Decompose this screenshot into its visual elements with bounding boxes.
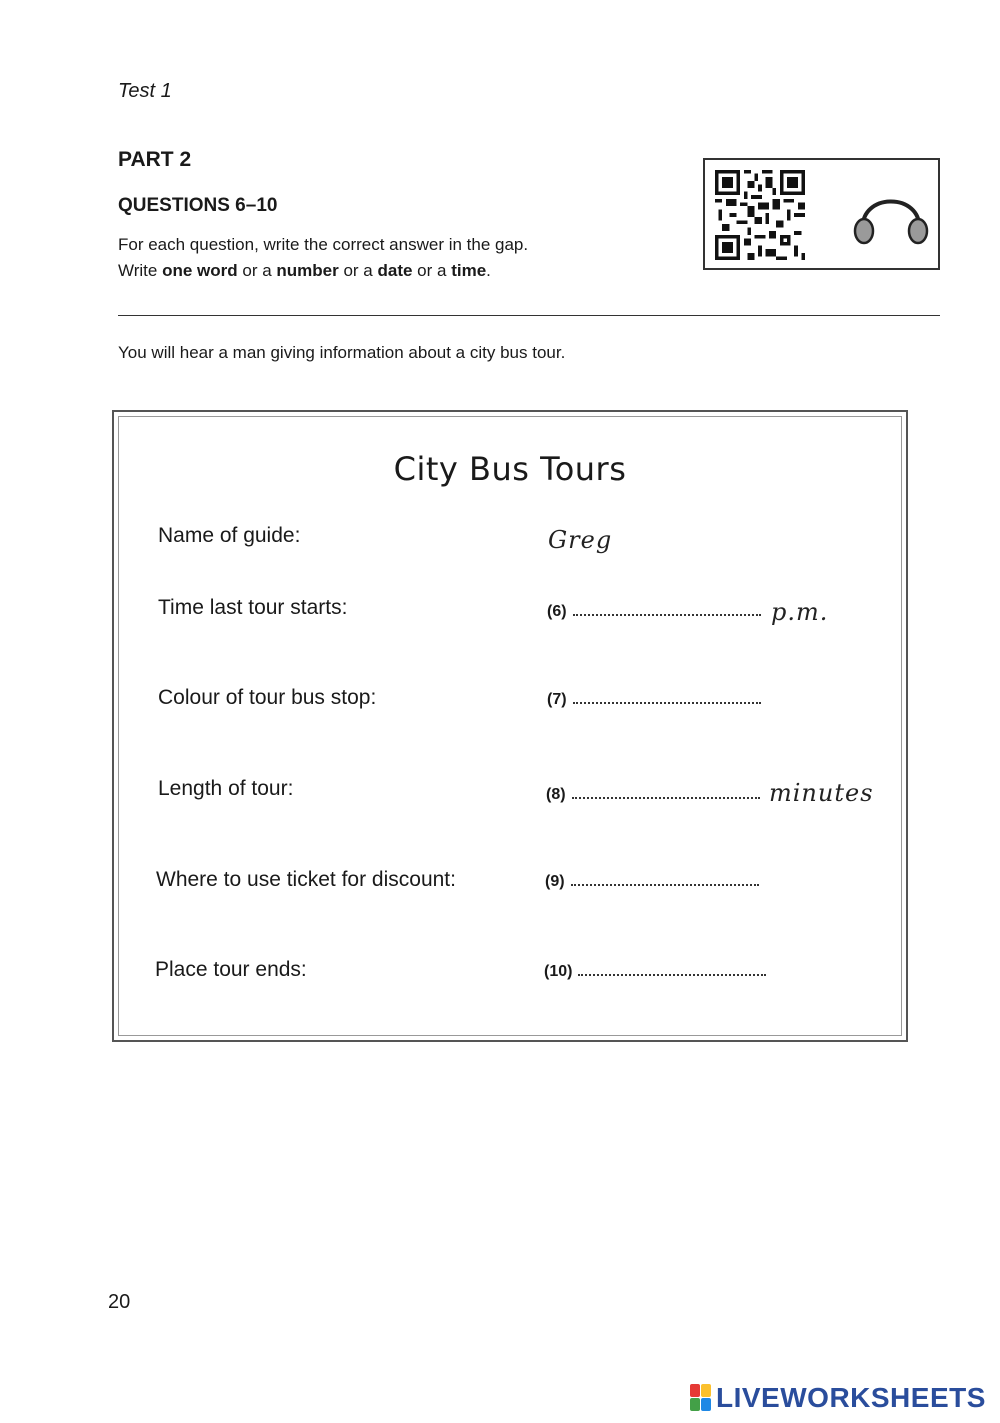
- gap-number: (9): [545, 873, 565, 890]
- answer-gap-7[interactable]: [547, 691, 761, 709]
- answer-blank[interactable]: [573, 692, 761, 704]
- row-label-ends: Place tour ends:: [155, 958, 307, 981]
- gap-number: (10): [544, 963, 573, 980]
- instruction-line-2: Write one word or a number or a date or a time.: [118, 261, 491, 280]
- part-title: PART 2: [118, 148, 192, 171]
- answer-blank[interactable]: [573, 604, 761, 616]
- row-label-time: Time last tour starts:: [158, 596, 348, 619]
- divider: [118, 315, 940, 316]
- example-answer: Greg: [548, 526, 613, 554]
- audio-box: [703, 158, 940, 270]
- gap-number: (8): [546, 786, 566, 803]
- gap-number: (7): [547, 691, 567, 708]
- liveworksheets-logo: [690, 1381, 986, 1415]
- answer-gap-8[interactable]: [546, 786, 760, 804]
- answer-blank[interactable]: [578, 964, 766, 976]
- headphones-icon[interactable]: [849, 178, 933, 254]
- row-label-guide: Name of guide:: [158, 524, 301, 547]
- logo-text: LIVEWORKSHEETS: [716, 1382, 986, 1413]
- gap-suffix: p.m.: [771, 598, 829, 626]
- row-label-length: Length of tour:: [158, 777, 294, 800]
- answer-blank[interactable]: [571, 874, 759, 886]
- form-title: City Bus Tours: [393, 450, 627, 488]
- form-box: [112, 410, 908, 1042]
- instruction-line-1: For each question, write the correct answer in the gap.: [118, 235, 529, 254]
- answer-gap-6[interactable]: [547, 603, 761, 621]
- answer-gap-9[interactable]: [545, 873, 759, 891]
- answer-blank[interactable]: [572, 787, 760, 799]
- row-label-colour: Colour of tour bus stop:: [158, 686, 377, 709]
- row-label-discount: Where to use ticket for discount:: [156, 868, 456, 891]
- gap-suffix: minutes: [769, 779, 874, 807]
- intro-text: You will hear a man giving information about a city bus tour.: [118, 343, 566, 362]
- qr-code-icon[interactable]: [715, 170, 805, 260]
- test-label: Test 1: [118, 80, 172, 102]
- page-number: 20: [108, 1291, 131, 1313]
- gap-number: (6): [547, 603, 567, 620]
- questions-range: QUESTIONS 6–10: [118, 195, 278, 216]
- form-box-inner-border: [118, 416, 902, 1036]
- answer-gap-10[interactable]: [544, 963, 766, 981]
- logo-blocks-icon: [690, 1384, 712, 1412]
